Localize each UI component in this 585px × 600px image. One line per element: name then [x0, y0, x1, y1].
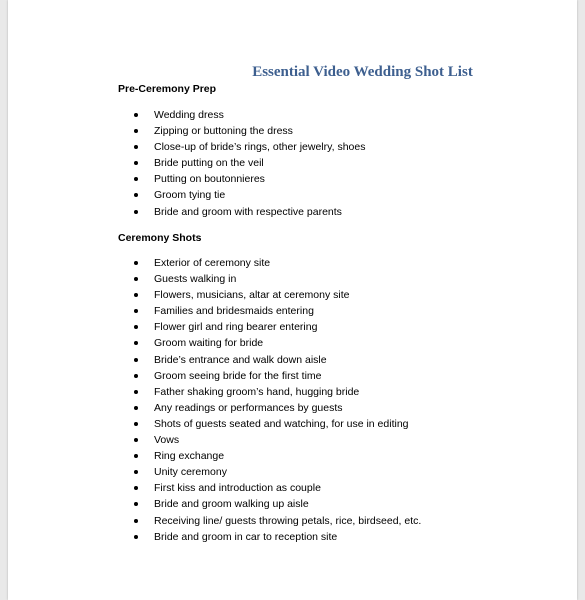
list-item: [134, 287, 421, 303]
list-item-text: Close-up of bride’s rings, other jewelry, shoes: [154, 141, 366, 154]
section-heading-pre-ceremony: Pre-Ceremony Prep: [118, 83, 217, 95]
list-item-text: Receiving line/ guests throwing petals, rice, birdseed, etc.: [154, 514, 422, 527]
document-title: Essential Video Wedding Shot List: [252, 64, 473, 80]
list-item: [134, 416, 421, 432]
list-item-text: Flower girl and ring bearer entering: [154, 321, 318, 334]
list-item-text: Guests walking in: [154, 273, 237, 286]
list-item-text: Wedding dress: [154, 109, 224, 121]
list-item: [134, 139, 365, 155]
list-item-text: Groom tying tie: [154, 189, 226, 202]
list-item: [134, 368, 421, 384]
list-item: [134, 303, 421, 319]
list-item: [134, 496, 421, 512]
list-item-text: Bride and groom walking up aisle: [154, 498, 309, 511]
bullet-icon: [134, 422, 138, 426]
bullet-icon: [134, 177, 138, 181]
list-item-text: Ring exchange: [154, 450, 225, 463]
list-item-text: Exterior of ceremony site: [154, 257, 271, 269]
list-item: [134, 171, 365, 187]
list-item-text: Father shaking groom’s hand, hugging bride: [154, 385, 360, 398]
bullet-icon: [134, 210, 138, 214]
list-item-text: Any readings or performances by guests: [154, 401, 343, 414]
list-item: [134, 513, 421, 529]
pre-ceremony-list: [134, 107, 365, 220]
bullet-icon: [134, 358, 138, 362]
list-item: [134, 204, 365, 220]
document-page: [8, 0, 577, 600]
list-item: [134, 319, 421, 335]
bullet-icon: [134, 325, 138, 329]
list-item: [134, 480, 421, 496]
list-item: [134, 271, 421, 287]
list-item-text: Unity ceremony: [154, 466, 227, 479]
list-item-text: Bride’s entrance and walk down aisle: [154, 353, 327, 366]
list-item-text: Flowers, musicians, altar at ceremony site: [154, 289, 350, 302]
bullet-icon: [134, 341, 138, 345]
list-item-text: Groom seeing bride for the first time: [154, 369, 322, 382]
list-item: [134, 335, 421, 351]
bullet-icon: [134, 502, 138, 506]
list-item-text: Bride and groom in car to reception site: [154, 530, 338, 543]
bullet-icon: [134, 161, 138, 165]
bullet-icon: [134, 470, 138, 474]
list-item-text: First kiss and introduction as couple: [154, 482, 321, 495]
list-item-text: Bride putting on the veil: [154, 157, 264, 170]
list-item-text: Shots of guests seated and watching, for use in editing: [154, 417, 409, 430]
list-item: [134, 464, 421, 480]
bullet-icon: [134, 454, 138, 458]
bullet-icon: [134, 486, 138, 490]
list-item: [134, 529, 421, 545]
bullet-icon: [134, 438, 138, 442]
bullet-icon: [134, 277, 138, 281]
list-item: [134, 448, 421, 464]
list-item-text: Vows: [154, 434, 180, 447]
bullet-icon: [134, 406, 138, 410]
list-item: [134, 352, 421, 368]
list-item-text: Families and bridesmaids entering: [154, 305, 314, 318]
bullet-icon: [134, 145, 138, 149]
list-item: [134, 255, 421, 271]
bullet-icon: [134, 374, 138, 378]
list-item-text: Zipping or buttoning the dress: [154, 125, 293, 138]
list-item-text: Putting on boutonnieres: [154, 173, 265, 186]
list-item-text: Bride and groom with respective parents: [154, 205, 342, 218]
bullet-icon: [134, 309, 138, 313]
list-item: [134, 400, 421, 416]
section-heading-ceremony: Ceremony Shots: [118, 232, 202, 244]
list-item: [134, 155, 365, 171]
list-item: [134, 123, 365, 139]
list-item: [134, 384, 421, 400]
bullet-icon: [134, 193, 138, 197]
bullet-icon: [134, 390, 138, 394]
bullet-icon: [134, 129, 138, 133]
bullet-icon: [134, 519, 138, 523]
list-item: [134, 187, 365, 203]
ceremony-list: [134, 255, 421, 545]
list-item: [134, 107, 365, 123]
bullet-icon: [134, 293, 138, 297]
list-item: [134, 432, 421, 448]
list-item-text: Groom waiting for bride: [154, 337, 264, 350]
bullet-icon: [134, 535, 138, 539]
bullet-icon: [134, 113, 138, 117]
bullet-icon: [134, 261, 138, 265]
